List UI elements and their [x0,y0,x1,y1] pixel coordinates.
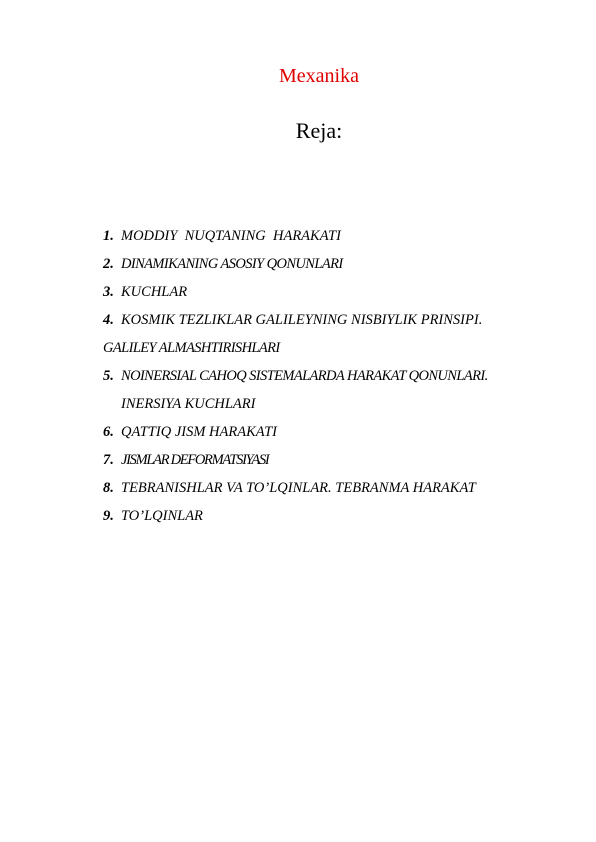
plan-item-4 [103,310,563,366]
plan-item-text: KUCHLAR [121,284,188,300]
plan-item-8 [103,478,563,506]
document-title: Mexanika [279,65,359,87]
plan-item-9 [103,506,563,534]
plan-item-number: 8. [103,480,114,496]
plan-item-number: 1. [103,228,114,244]
plan-item-text: TEBRANISHLAR VA TO’LQINLAR. TEBRANMA HARAKAT [121,480,476,496]
plan-item-2 [103,254,563,282]
plan-item-number: 9. [103,508,114,524]
document-subtitle: Reja: [295,118,343,143]
plan-item-continuation: GALILEY ALMASHTIRISHLARI [103,340,280,356]
plan-item-number: 2. [103,256,114,272]
plan-item-number: 7. [103,452,114,468]
plan-item-text: TO’LQINLAR [121,508,203,524]
plan-item-1 [103,226,563,254]
plan-item-number: 3. [103,284,114,300]
plan-item-7 [103,450,563,478]
plan-item-text: QATTIQ JISM HARAKATI [121,424,277,440]
plan-item-number: 4. [103,312,114,328]
plan-item-6 [103,422,563,450]
plan-item-text: DINAMIKANING ASOSIY QONUNLARI [121,256,343,272]
plan-item-text: JISMLAR DEFORMATSIYASI [121,452,269,468]
plan-item-number: 5. [103,368,114,384]
plan-item-5 [103,366,563,422]
plan-item-text: NOINERSIAL CAHOQ SISTEMALARDA HARAKAT QONUNLARI. [121,368,488,384]
plan-item-text: MODDIY NUQTANING HARAKATI [121,228,341,244]
plan-item-3 [103,282,563,310]
plan-item-text: KOSMIK TEZLIKLAR GALILEYNING NISBIYLIK PRINSIPI. [121,312,483,328]
plan-item-number: 6. [103,424,114,440]
plan-item-continuation: INERSIYA KUCHLARI [121,396,256,412]
plan-list [103,226,563,534]
